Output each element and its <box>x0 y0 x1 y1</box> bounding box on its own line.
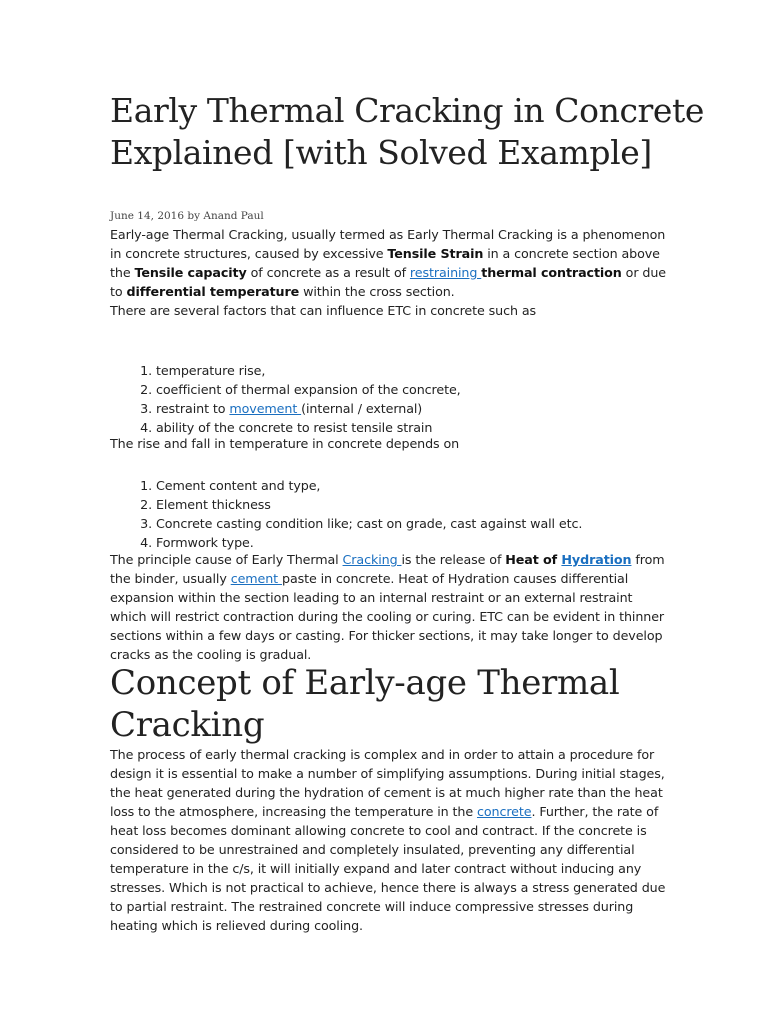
intro-block <box>110 225 670 320</box>
factors-list-block <box>110 361 670 437</box>
section-heading: Concept of Early-age Thermal Cracking <box>110 663 620 745</box>
list-item: 1. temperature rise, <box>156 361 670 380</box>
link-concrete[interactable]: concrete <box>476 804 532 819</box>
factor3-text: restraint to <box>156 401 230 416</box>
term-tensile-capacity: Tensile capacity <box>134 265 247 280</box>
term-tensile-strain: Tensile Strain <box>387 246 484 261</box>
list-item: 4. Formwork type. <box>156 533 670 552</box>
term-heat-of: Heat of <box>505 552 562 567</box>
term-differential-temperature: differential temperature <box>126 284 300 299</box>
list-item: 1. Cement content and type, <box>156 476 670 495</box>
link-movement[interactable]: movement <box>229 401 302 416</box>
intro-text-1: Early-age Thermal Cracking, usually termed as Early Thermal Cracking is a phenomenon in concrete structures, caused by excessive <box>110 227 666 261</box>
list-item <box>156 399 670 418</box>
cause-paragraph <box>110 550 670 664</box>
concept-paragraph <box>110 745 670 935</box>
intro-text-4: or due to <box>110 265 666 299</box>
link-restraining[interactable]: restraining <box>409 265 482 280</box>
article-title: Early Thermal Cracking in Concrete Explained [with Solved Example] <box>110 91 705 172</box>
byline: June 14, 2016 by Anand Paul <box>110 210 264 222</box>
list-item: 2. Element thickness <box>156 495 670 514</box>
link-cement[interactable]: cement <box>230 571 282 586</box>
temp-factors-list <box>110 476 670 552</box>
concept-text-2: . Further, the rate of heat loss becomes dominant allowing concrete to cool and contract. If the concrete is considered to be unrestrained and completely insulated, preventing any differential temperature in the c/s, it will initially expand and later contract without inducing any stresses. Which is not practical to achieve, hence there is always a stress generated due to partial restraint. The restrained concrete will induce compressive stresses during heating which is relieved during cooling. <box>110 804 666 933</box>
link-cracking[interactable]: Cracking <box>342 552 402 567</box>
cause-text-2: is the release of <box>401 552 506 567</box>
list-item: 2. coefficient of thermal expansion of the concrete, <box>156 380 670 399</box>
cause-text-1: The principle cause of Early Thermal <box>110 552 343 567</box>
list-item: 4. ability of the concrete to resist tensile strain <box>156 418 670 437</box>
term-thermal-contraction: thermal contraction <box>481 265 622 280</box>
intro-text-5: within the cross section. <box>299 284 455 299</box>
factor3-tail: (internal / external) <box>301 401 423 416</box>
intro-paragraph <box>110 225 670 301</box>
temp-list-block <box>110 476 670 552</box>
cause-text-4: paste in concrete. Heat of Hydration causes differential expansion within the section leading to an internal restraint or an external restraint which will restrict contraction during the cooling or curing. ETC can be evident in thinner sections within a few days or casting. For thicker sections, it may take longer to develop cracks as the cooling is gradual. <box>110 571 665 662</box>
intro-text-2: in a concrete section above the <box>110 246 660 280</box>
factors-list <box>110 361 670 437</box>
link-hydration[interactable]: Hydration <box>561 552 632 567</box>
concept-text-1: The process of early thermal cracking is complex and in order to attain a procedure for design it is essential to make a number of simplifying assumptions. During initial stages, the heat generated during the hydration of cement is at much higher rate than the heat loss to the atmosphere, increasing the temperature in the <box>110 747 665 819</box>
factors-lead: There are several factors that can influence ETC in concrete such as <box>110 303 537 318</box>
temp-lead: The rise and fall in temperature in concrete depends on <box>110 436 460 451</box>
cause-text-3: from the binder, usually <box>110 552 665 586</box>
intro-text-3: of concrete as a result of <box>246 265 410 280</box>
list-item: 3. Concrete casting condition like; cast on grade, cast against wall etc. <box>156 514 670 533</box>
